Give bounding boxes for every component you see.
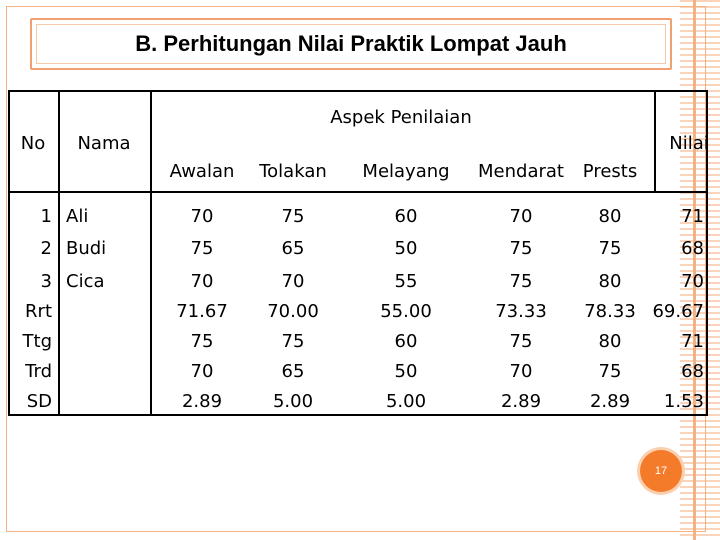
row-no: Ttg [22,331,52,352]
row-value: 50 [394,238,418,259]
row-no: 3 [40,271,52,292]
header-bottom-border [8,191,708,193]
row-value: 71.67 [176,301,228,322]
row-nilai: 1.53 [663,391,704,412]
header-aspect: Melayang [362,161,450,182]
row-value: 75 [509,238,533,259]
row-no: 2 [40,238,52,259]
row-nama: Budi [66,238,107,259]
row-value: 55 [394,271,418,292]
row-value: 50 [394,361,418,382]
row-value: 80 [598,331,622,352]
row-value: 60 [394,206,418,227]
row-value: 70 [509,206,533,227]
header-nilai: Nilai [669,133,709,154]
row-value: 75 [598,238,622,259]
row-value: 65 [281,361,305,382]
header-no: No [20,133,46,154]
score-table [8,90,708,416]
col-divider-no [58,90,60,415]
header-nama: Nama [77,133,131,154]
row-no: Rrt [25,301,52,322]
row-value: 2.89 [589,391,631,412]
col-divider-nilai-header [654,90,656,191]
header-aspect: Mendarat [478,161,564,182]
header-aspek-penilaian: Aspek Penilaian [330,107,472,128]
table-top-border-right [150,90,708,92]
row-nilai: 69.67 [652,301,704,322]
row-value: 5.00 [272,391,314,412]
row-no: SD [26,391,52,412]
row-value: 73.33 [495,301,547,322]
table-left-border [8,90,10,415]
page-title: B. Perhitungan Nilai Praktik Lompat Jauh [135,31,567,56]
row-value: 70 [509,361,533,382]
row-value: 55.00 [380,301,432,322]
row-value: 75 [509,331,533,352]
row-nilai: 71 [681,206,704,227]
col-divider-nama [150,90,152,415]
table-bottom-border [8,414,708,416]
header-aspect: Tolakan [259,161,327,182]
row-value: 75 [509,271,533,292]
title-box [30,18,672,70]
row-nilai: 68 [681,361,704,382]
row-value: 70 [281,271,305,292]
row-nama: Cica [66,271,105,292]
row-nilai: 70 [681,271,704,292]
row-nilai: 68 [681,238,704,259]
header-aspect: Awalan [169,161,235,182]
row-nilai: 71 [681,331,704,352]
row-value: 2.89 [181,391,223,412]
row-value: 78.33 [584,301,636,322]
row-no: Trd [25,361,52,382]
row-value: 70 [190,206,214,227]
row-value: 70 [190,361,214,382]
row-value: 5.00 [385,391,427,412]
row-value: 75 [190,331,214,352]
row-value: 60 [394,331,418,352]
row-value: 75 [190,238,214,259]
row-value: 75 [281,331,305,352]
row-no: 1 [40,206,52,227]
header-aspect: Prests [582,161,638,182]
row-value: 75 [281,206,305,227]
table-top-border-left [8,90,150,92]
row-nama: Ali [66,206,89,227]
row-value: 75 [598,361,622,382]
row-value: 70.00 [267,301,319,322]
row-value: 80 [598,271,622,292]
row-value: 70 [190,271,214,292]
row-value: 2.89 [500,391,542,412]
page-number: 17 [654,465,668,477]
row-value: 80 [598,206,622,227]
row-value: 65 [281,238,305,259]
page-number-badge [640,450,682,492]
